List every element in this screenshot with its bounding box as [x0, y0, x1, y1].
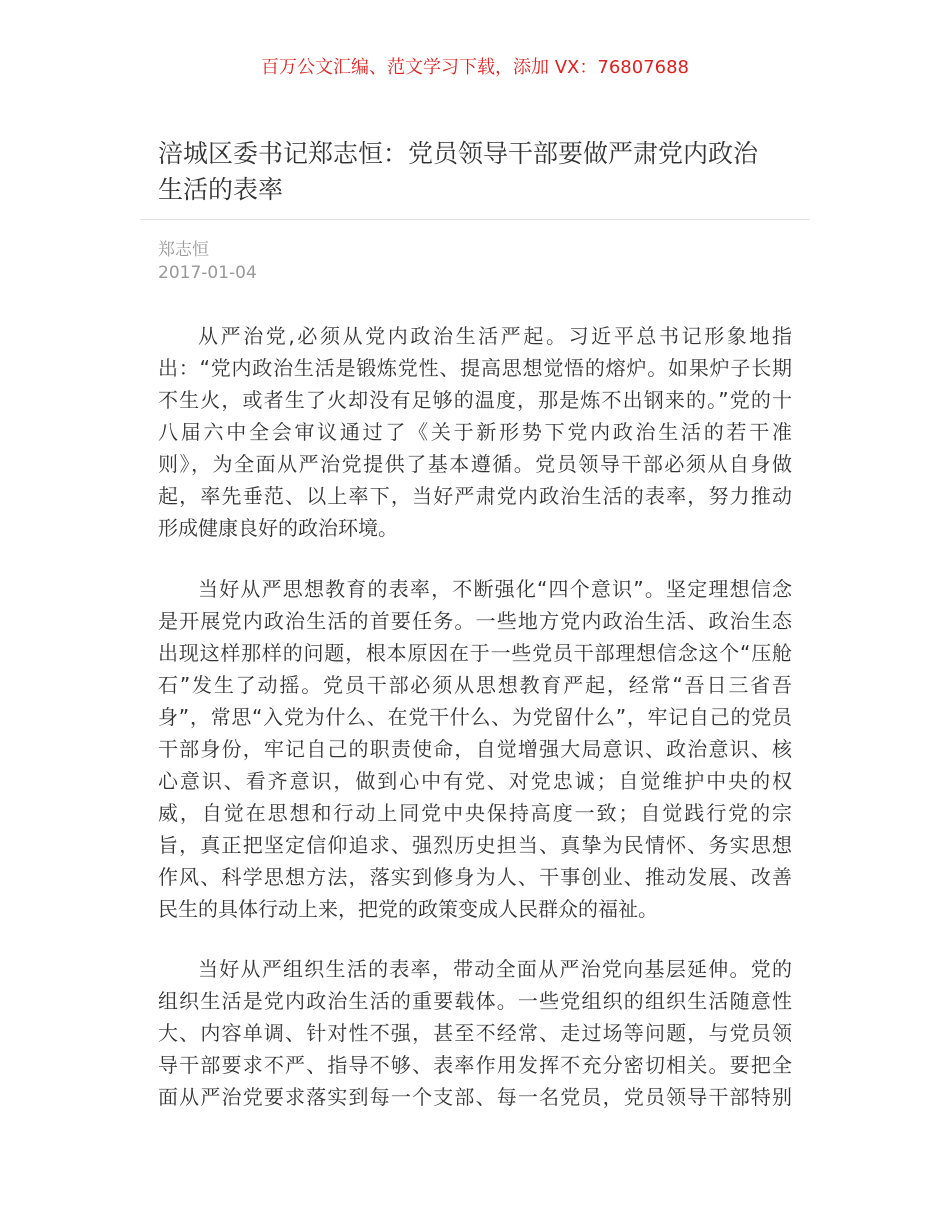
download-banner: 百万公文汇编、范文学习下载，添加 VX：76807688 [261, 57, 689, 78]
paragraph-line: 心意识、看齐意识，做到心中有党、对党忠诚；自觉维护中央的权 [158, 769, 792, 793]
title-line: 涪城区委书记郑志恒：党员领导干部要做严肃党内政治 [158, 139, 759, 168]
paragraph-line: 是开展党内政治生活的首要任务。一些地方党内政治生活、政治生态 [158, 609, 792, 633]
paragraph-line: 作风、科学思想方法，落实到修身为人、干事创业、推动发展、改善 [158, 865, 792, 889]
paragraph-line: 导干部要求不严、指导不够、表率作用发挥不充分密切相关。要把全 [158, 1053, 792, 1077]
paragraph-line: 当好从严思想教育的表率，不断强化“四个意识”。坚定理想信念 [198, 577, 792, 601]
paragraph-line: 起，率先垂范、以上率下，当好严肃党内政治生活的表率，努力推动 [158, 484, 792, 508]
paragraph-line: 八届六中全会审议通过了《关于新形势下党内政治生活的若干准 [158, 420, 792, 444]
paragraph [158, 953, 792, 1113]
paragraph-line: 出：“党内政治生活是锻炼党性、提高思想觉悟的熔炉。如果炉子长期 [158, 356, 792, 380]
article-author: 郑志恒 [158, 240, 209, 260]
paragraph-line: 出现这样那样的问题，根本原因在于一些党员干部理想信念这个“压舱 [158, 641, 792, 665]
paragraph [158, 320, 792, 544]
paragraph-line: 形成健康良好的政治环境。 [158, 516, 398, 540]
paragraph-line: 从严治党,必须从党内政治生活严起。习近平总书记形象地指 [198, 324, 792, 348]
paragraph-line: 不生火，或者生了火却没有足够的温度，那是炼不出钢来的。”党的十 [158, 388, 792, 412]
paragraph-line: 干部身份，牢记自己的职责使命，自觉增强大局意识、政治意识、核 [158, 737, 792, 761]
paragraph-line: 石”发生了动摇。党员干部必须从思想教育严起，经常“吾日三省吾 [158, 673, 792, 697]
paragraph-line: 面从严治党要求落实到每一个支部、每一名党员，党员领导干部特别 [158, 1085, 792, 1109]
paragraph-line: 则》，为全面从严治党提供了基本遵循。党员领导干部必须从自身做 [158, 452, 792, 476]
article-date: 2017-01-04 [158, 263, 257, 283]
paragraph-line: 大、内容单调、针对性不强，甚至不经常、走过场等问题，与党员领 [158, 1021, 792, 1045]
article-title [158, 136, 798, 208]
paragraph-line: 旨，真正把坚定信仰追求、强烈历史担当、真挚为民情怀、务实思想 [158, 833, 792, 857]
paragraph-line: 民生的具体行动上来，把党的政策变成人民群众的福祉。 [158, 897, 658, 921]
divider [140, 219, 810, 220]
paragraph [158, 573, 792, 925]
paragraph-line: 组织生活是党内政治生活的重要载体。一些党组织的组织生活随意性 [158, 989, 792, 1013]
paragraph-line: 身”，常思“入党为什么、在党干什么、为党留什么”，牢记自己的党员 [158, 705, 792, 729]
paragraph-line: 威，自觉在思想和行动上同党中央保持高度一致；自觉践行党的宗 [158, 801, 792, 825]
paragraph-line: 当好从严组织生活的表率，带动全面从严治党向基层延伸。党的 [198, 957, 792, 981]
title-line: 生活的表率 [158, 175, 284, 204]
